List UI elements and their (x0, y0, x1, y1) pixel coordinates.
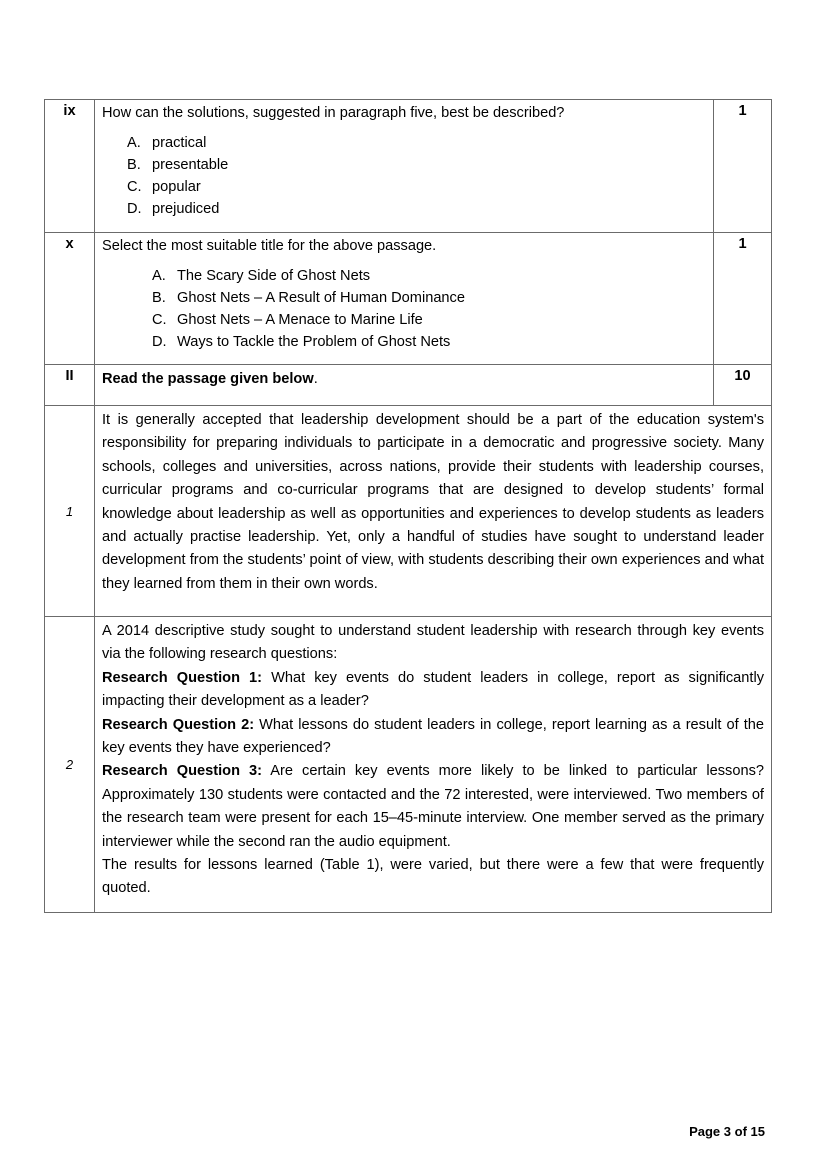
study-intro: A 2014 descriptive study sought to understand student leadership with research through key events via the following research questions: (102, 623, 764, 663)
option-a: A. The Scary Side of Ghost Nets (152, 268, 371, 284)
results-text: The results for lessons learned (Table 1), were varied, but there were a few that were frequently quoted. (102, 857, 764, 897)
question-cell (95, 233, 714, 365)
question-row-x (45, 233, 772, 365)
option-c: C. popular (127, 179, 201, 195)
options-list (127, 132, 706, 220)
section-instruction-cell (95, 365, 714, 406)
options-list (152, 265, 706, 353)
option-d: D. prejudiced (127, 201, 220, 217)
section-instruction: Read the passage given below. (102, 371, 318, 387)
question-number: x (45, 233, 95, 365)
question-row-ix (45, 100, 772, 233)
question-cell (95, 100, 714, 233)
option-c: C. Ghost Nets – A Menace to Marine Life (152, 312, 423, 328)
marks: 10 (714, 365, 772, 406)
paragraph-text: It is generally accepted that leadership development should be a part of the education system's responsibility for preparing individuals to participate in a democratic and progressive society. Many schools, colleges and universities, across nations, provide their students with leadership courses, curricular programs and co-curricular programs that are designed to develop students’ formal knowledge about leadership as well as opportunities and experiences to develop students as leaders and actually practise leadership. Yet, only a handful of studies have sought to understand leader development from the students’ point of view, with students describing their own experiences and what they learned from them in their own words. (102, 412, 764, 592)
page-footer: Page 3 of 15 (689, 1124, 765, 1139)
option-b: B. presentable (127, 157, 229, 173)
marks: 1 (714, 233, 772, 365)
research-question-1: Research Question 1: What key events do student leaders in college, report as significantly impacting their development as a leader? (102, 669, 764, 710)
option-d: D. Ways to Tackle the Problem of Ghost Nets (152, 334, 451, 350)
option-b: B. Ghost Nets – A Result of Human Dominance (152, 290, 465, 306)
paragraph-number: 2 (45, 617, 95, 913)
paragraph-text (102, 619, 764, 901)
paragraph-row-2 (45, 617, 772, 913)
paragraph-number: 1 (45, 406, 95, 617)
section-number: II (45, 365, 95, 406)
question-text: How can the solutions, suggested in paragraph five, best be described? (102, 105, 565, 121)
question-table (44, 99, 772, 913)
research-question-2: Research Question 2: What lessons do student leaders in college, report learning as a result of the key events they have experienced? (102, 716, 764, 757)
question-text: Select the most suitable title for the above passage. (102, 238, 437, 254)
question-number: ix (45, 100, 95, 233)
marks: 1 (714, 100, 772, 233)
section-row-II (45, 365, 772, 406)
research-question-3: Research Question 3: Are certain key events more likely to be linked to particular lessons? Approximately 130 students were contacted and the 72 interested, were interviewed. Two members of the research team were present for each 15–45-minute interview. One member served as the primary interviewer while the second ran the audio equipment. (102, 763, 764, 850)
paragraph-row-1 (45, 406, 772, 617)
paragraph-cell (95, 406, 772, 617)
option-a: A. practical (127, 135, 207, 151)
paragraph-cell (95, 617, 772, 913)
